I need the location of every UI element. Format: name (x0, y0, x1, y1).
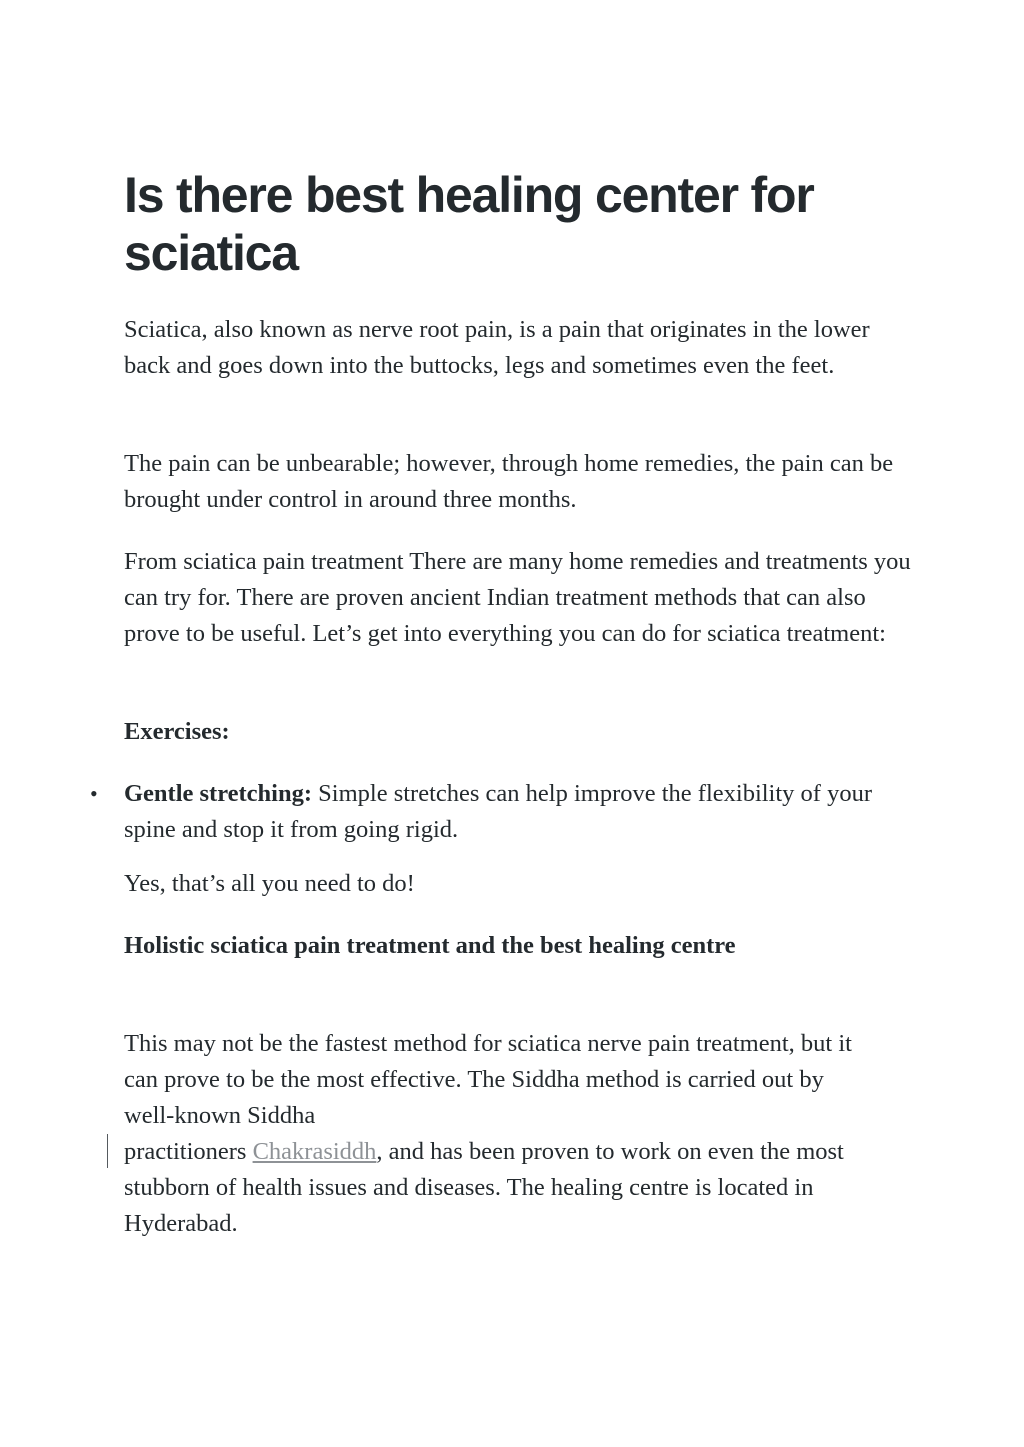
siddha-text-after-link: , and has been proven to work on even the most stubborn of health issues and diseases. The healing centre is located in Hyderabad. (124, 1138, 844, 1237)
page-title: Is there best healing center for sciatica (124, 167, 814, 281)
exercises-heading: Exercises: (124, 718, 230, 745)
list-item (90, 776, 914, 848)
holistic-heading: Holistic sciatica pain treatment and the best healing centre (124, 932, 736, 959)
pain-paragraph: The pain can be unbearable; however, through home remedies, the pain can be brought under control in around three months. (124, 450, 894, 513)
siddha-text-before-link: practitioners (124, 1138, 253, 1165)
list-item-text: Simple stretches can help improve the flexibility of your spine and stop it from going rigid. (124, 780, 872, 843)
text-cursor (107, 1134, 108, 1168)
closing-note: Yes, that’s all you need to do! (124, 870, 415, 897)
bullet-marker: • (90, 781, 98, 806)
siddha-paragraph-part2 (124, 1134, 914, 1242)
list-item-label: Gentle stretching: (124, 780, 313, 807)
intro-paragraph: Sciatica, also known as nerve root pain, is a pain that originates in the lower back and goes down into the buttocks, legs and sometimes even the feet. (124, 316, 870, 379)
chakrasiddh-link[interactable]: Chakrasiddh (252, 1138, 377, 1165)
siddha-paragraph-part1: This may not be the fastest method for sciatica nerve pain treatment, but it can prove to be the most effective. The Siddha method is carried out by well-known Siddha (124, 1030, 852, 1129)
treatment-paragraph: From sciatica pain treatment There are many home remedies and treatments you can try for. There are proven ancient Indian treatment methods that can also prove to be useful. Let’s get into everything you can do for sciatica treatment: (124, 548, 911, 647)
